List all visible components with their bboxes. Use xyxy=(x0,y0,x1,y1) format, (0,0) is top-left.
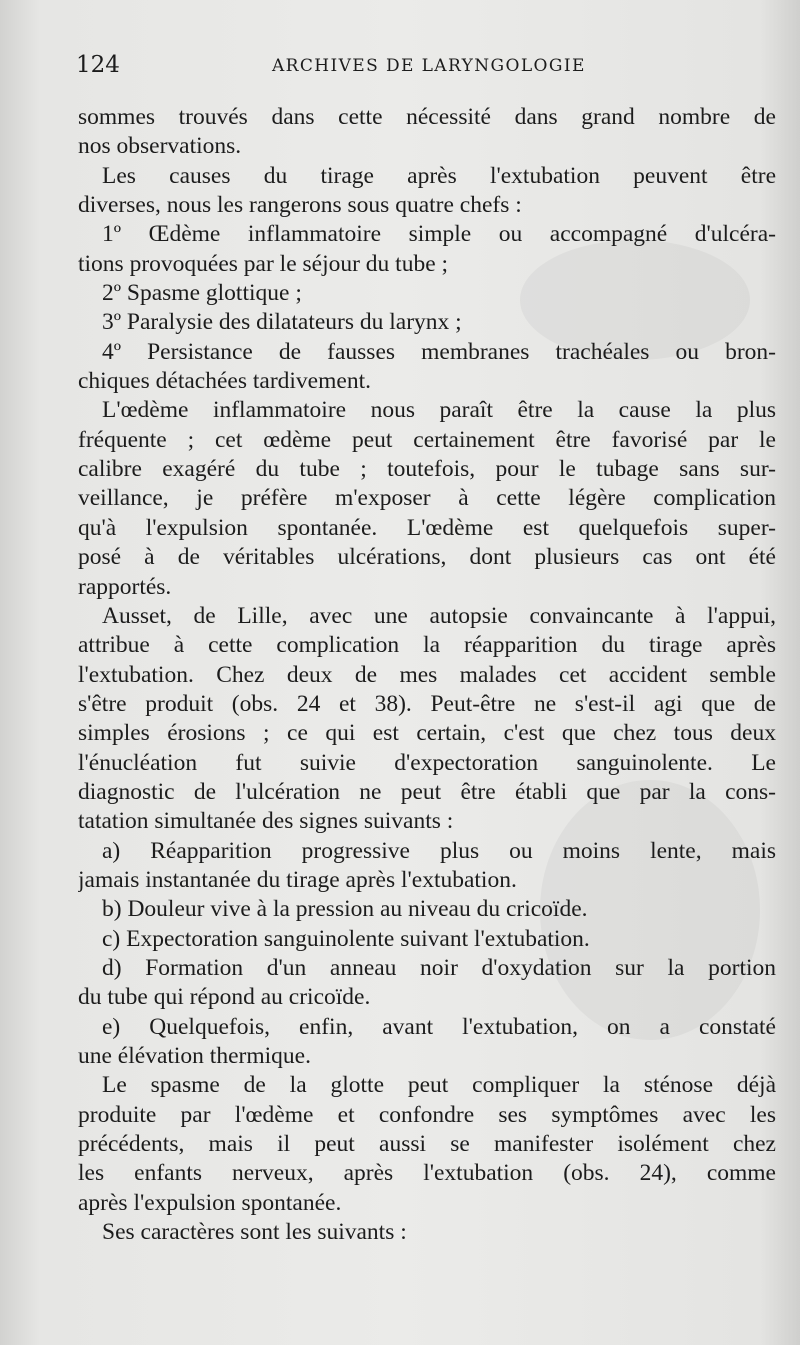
text-line: c) Expectoration sanguinolente suivant l'extubation. xyxy=(102,925,590,952)
text-line: rapportés. xyxy=(78,573,172,600)
text-line: qu'à l'expulsion spontanée. L'œdème est quelquefois super- xyxy=(78,514,776,541)
text-line: 1º Œdème inflammatoire simple ou accompagné d'ulcéra- xyxy=(102,221,776,248)
text-line: l'énucléation fut suivie d'expectoration sanguinolente. Le xyxy=(78,749,776,776)
text-line: jamais instantanée du tirage après l'extubation. xyxy=(78,866,517,893)
text-line: diverses, nous les rangerons sous quatre chefs : xyxy=(78,192,522,219)
text-line: attribue à cette complication la réapparition du tirage après xyxy=(78,632,776,659)
text-line: s'être produit (obs. 24 et 38). Peut-être ne s'est-il agi que de xyxy=(78,690,776,717)
text-line: Ausset, de Lille, avec une autopsie convaincante à l'appui, xyxy=(102,602,776,629)
text-line: e) Quelquefois, enfin, avant l'extubation, on a constaté xyxy=(102,1013,776,1040)
body-text xyxy=(78,103,776,1247)
text-line: Le spasme de la glotte peut compliquer la sténose déjà xyxy=(102,1072,776,1099)
text-line: L'œdème inflammatoire nous paraît être la cause la plus xyxy=(102,397,776,424)
text-line: Les causes du tirage après l'extubation peuvent être xyxy=(102,162,776,189)
text-line: a) Réapparition progressive plus ou moins lente, mais xyxy=(102,837,776,864)
text-line: 2º Spasme glottique ; xyxy=(102,280,302,307)
text-line: nos observations. xyxy=(78,133,242,160)
text-line: fréquente ; cet œdème peut certainement être favorisé par le xyxy=(78,426,776,453)
text-line: produite par l'œdème et confondre ses symptômes avec les xyxy=(78,1101,776,1128)
text-line: du tube qui répond au cricoïde. xyxy=(78,984,371,1011)
text-line: b) Douleur vive à la pression au niveau du cricoïde. xyxy=(102,896,588,923)
text-line: simples érosions ; ce qui est certain, c'est que chez tous deux xyxy=(78,720,776,747)
running-title: ARCHIVES DE LARYNGOLOGIE xyxy=(272,56,586,76)
text-line: tatation simultanée des signes suivants : xyxy=(78,808,454,835)
text-line: sommes trouvés dans cette nécessité dans grand nombre de xyxy=(78,104,776,130)
page-number: 124 xyxy=(76,52,120,78)
text-line: d) Formation d'un anneau noir d'oxydation sur la portion xyxy=(102,954,776,981)
text-line: Ses caractères sont les suivants : xyxy=(102,1219,407,1246)
text-line: 3º Paralysie des dilatateurs du larynx ; xyxy=(102,309,462,336)
text-line: l'extubation. Chez deux de mes malades cet accident semble xyxy=(78,661,776,688)
text-line: précédents, mais il peut aussi se manifester isolément chez xyxy=(78,1131,776,1158)
text-line: diagnostic de l'ulcération ne peut être établi que par la cons- xyxy=(78,778,776,805)
text-line: les enfants nerveux, après l'extubation (obs. 24), comme xyxy=(78,1160,776,1187)
text-line: veillance, je préfère m'exposer à cette légère complication xyxy=(78,485,776,512)
page-header xyxy=(76,52,776,86)
text-line: 4º Persistance de fausses membranes trachéales ou bron- xyxy=(102,338,776,365)
text-line: une élévation thermique. xyxy=(78,1043,311,1069)
text-line: après l'expulsion spontanée. xyxy=(78,1189,342,1216)
text-line: calibre exagéré du tube ; toutefois, pour le tubage sans sur- xyxy=(78,456,776,483)
text-line: posé à de véritables ulcérations, dont plusieurs cas ont été xyxy=(78,544,776,571)
text-line: chiques détachées tardivement. xyxy=(78,368,371,395)
text-line: tions provoquées par le séjour du tube ; xyxy=(78,250,449,277)
